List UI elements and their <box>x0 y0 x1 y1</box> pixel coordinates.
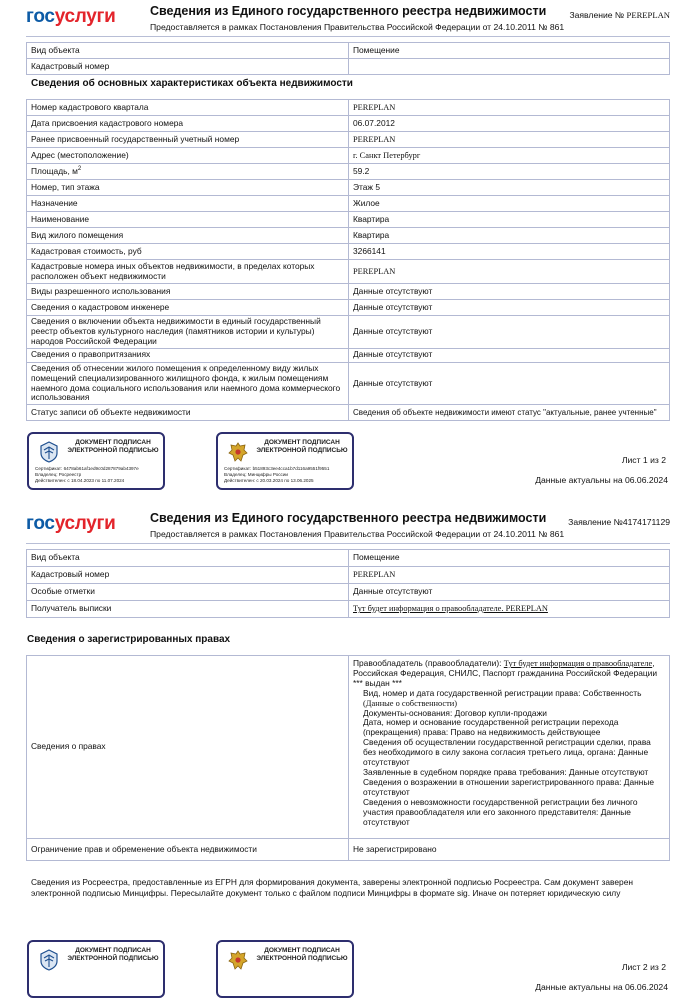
page-counter: Лист 2 из 2 <box>621 962 666 972</box>
table-row: Получатель выписки Тут будет информация о правообладателе. PEREPLAN <box>27 601 670 618</box>
coat-of-arms-icon <box>226 948 250 972</box>
table-row: Кадастровая стоимость, руб 3266141 <box>27 244 670 260</box>
table-row: Особые отметки Данные отсутствуют <box>27 584 670 601</box>
actual-date: Данные актуальны на 06.06.2024 <box>535 982 668 992</box>
header-divider <box>26 543 670 544</box>
rosreestr-emblem-icon <box>37 948 61 972</box>
table-row: Наименование Квартира <box>27 212 670 228</box>
characteristics-table <box>26 99 670 421</box>
document-title: Сведения из Единого государственного реестра недвижимости <box>150 4 547 18</box>
rights-section-title: Сведения о зарегистрированных правах <box>27 634 231 645</box>
statement-number: Заявление № PEREPLAN <box>569 10 670 20</box>
object-table <box>26 549 670 618</box>
document-subtitle: Предоставляется в рамках Постановления Правительства Российской Федерации от 24.10.2011 № 861 <box>150 529 565 539</box>
table-row: Виды разрешенного использования Данные отсутствуют <box>27 284 670 300</box>
table-row: Статус записи об объекте недвижимости Сведения об объекте недвижимости имеют статус "актуальные, ранее учтенные" <box>27 405 670 421</box>
gosuslugi-logo: госуслуги <box>26 6 116 27</box>
gosuslugi-logo: госуслуги <box>26 513 116 534</box>
recipient-link[interactable]: Тут будет информация о правообладателе. PEREPLAN <box>349 601 670 618</box>
table-row: Вид объекта Помещение <box>27 550 670 567</box>
table-row: Сведения о включении объекта недвижимости в единый государственный реестр объектов культурного наследия (памятников истории и культуры) народов Российской Федерации Данные отсутствуют <box>27 316 670 349</box>
signature-stamp-rosreestr: ДОКУМЕНТ ПОДПИСАН ЭЛЕКТРОННОЙ ПОДПИСЬЮ <box>27 940 165 998</box>
section-title: Сведения об основных характеристиках объекта недвижимости <box>31 78 353 89</box>
coat-of-arms-icon <box>226 440 250 464</box>
table-row: Номер кадастрового квартала PEREPLAN <box>27 100 670 116</box>
rights-table <box>26 655 670 861</box>
table-row: Ранее присвоенный государственный учетный номер PEREPLAN <box>27 132 670 148</box>
signature-stamp-rosreestr: ДОКУМЕНТ ПОДПИСАН ЭЛЕКТРОННОЙ ПОДПИСЬЮ Сертификат: 6478ab61af1ed9c0d287879ab4397e Владелец: Росреестр Действителен: с 18.04.2023 по 11.07.2024 <box>27 432 165 490</box>
page-counter: Лист 1 из 2 <box>621 455 666 465</box>
header-divider <box>26 36 670 37</box>
table-row: Ограничение прав и обременение объекта недвижимости Не зарегистрировано <box>27 839 670 861</box>
table-row: Назначение Жилое <box>27 196 670 212</box>
table-row: Вид жилого помещения Квартира <box>27 228 670 244</box>
signature-stamp-mintsifry: ДОКУМЕНТ ПОДПИСАН ЭЛЕКТРОННОЙ ПОДПИСЬЮ <box>216 940 354 998</box>
table-row: Кадастровый номер <box>27 59 670 75</box>
page-2 <box>0 507 696 1000</box>
table-row: Сведения об отнесении жилого помещения к определенному виду жилых помещений специализированного жилищного фонда, к жилым помещениям наемного дома социального использования или наемного дома коммерческого использования Данные отсутствуют <box>27 362 670 405</box>
statement-number: Заявление №4174171129 <box>568 517 670 527</box>
table-row: Кадастровые номера иных объектов недвижимости, в пределах которых расположен объект недвижимости PEREPLAN <box>27 260 670 284</box>
signature-stamp-mintsifry: ДОКУМЕНТ ПОДПИСАН ЭЛЕКТРОННОЙ ПОДПИСЬЮ Сертификат: b51893c3ee4cca1b7d116a9551f9551 Владелец: Минцифры России Действителен: с 20.03.2024 по 13.06.2025 <box>216 432 354 490</box>
table-row: Адрес (местоположение) г. Санкт Петербург <box>27 148 670 164</box>
table-row: Площадь, $м^2$ 59.2 <box>27 164 670 180</box>
table-row: Дата присвоения кадастрового номера 06.07.2012 <box>27 116 670 132</box>
legal-note: Сведения из Росреестра, предоставленные из ЕГРН для формирования документа, заверены электронной подписью Росреестра. Сам документ заверен электронной подписью Минцифры. Пересылайте документ только с файлом подписи Минцифры в формате sig. Иначе он потеряет юридическую силу <box>31 877 633 898</box>
table-row: Сведения о кадастровом инженере Данные отсутствуют <box>27 300 670 316</box>
actual-date: Данные актуальны на 06.06.2024 <box>535 475 668 485</box>
table-row: Номер, тип этажа Этаж 5 <box>27 180 670 196</box>
owner-link[interactable]: Тут будет информация о правообладателе <box>503 659 653 668</box>
table-row: Сведения о правопритязаниях Данные отсутствуют <box>27 348 670 362</box>
table-row: Кадастровый номер PEREPLAN <box>27 567 670 584</box>
table-row: Вид объекта Помещение <box>27 43 670 59</box>
table-row: Сведения о правах Правообладатель (правообладатели): Тут будет информация о правообладателе, Российская Федерация, СНИЛС, Паспорт гражданина Российской Федерации *** выдан *** Вид, номер и дата государственной регистрации права: Собственность (Данные о собственности) Документы-основания: Договор купли-продажи Дата, номер и основание государственной регистрации перехода (прекращения) права: Право на недвижимость действующее Сведения об осуществлении государственной регистрации сделки, права без необходимого в силу закона согласия третьего лица, органа: Данные отсутствуют Заявленные в судебном порядке права требования: Данные отсутствуют Сведения о возражении в отношении зарегистрированного права: Данные отсутствуют Сведения о невозможности государственной регистрации без личного участия правообладателя или его законного представителя: Данные отсутствуют <box>27 656 670 839</box>
object-table <box>26 42 670 75</box>
document-subtitle: Предоставляется в рамках Постановления Правительства Российской Федерации от 24.10.2011 № 861 <box>150 22 565 32</box>
rosreestr-emblem-icon <box>37 440 61 464</box>
document-title: Сведения из Единого государственного реестра недвижимости <box>150 511 547 525</box>
